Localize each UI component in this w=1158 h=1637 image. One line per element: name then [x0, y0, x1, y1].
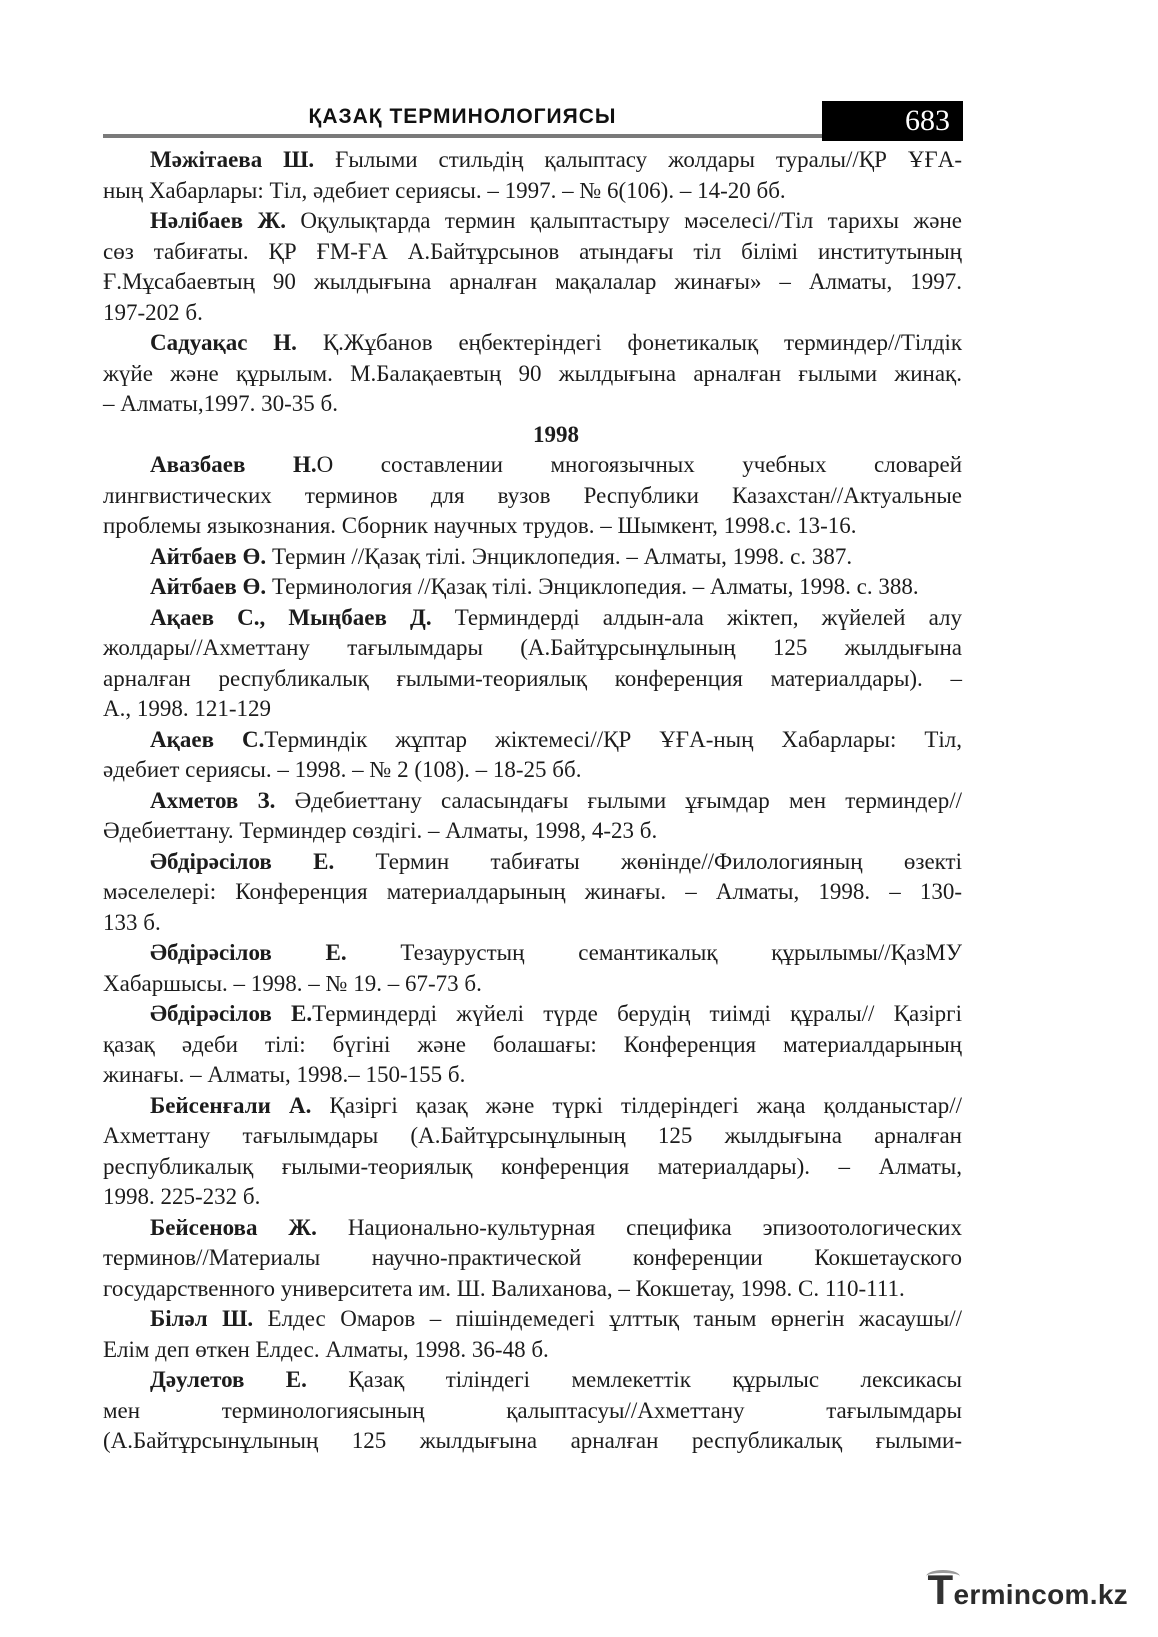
bibliography-entry [103, 206, 962, 328]
entry-author: Біләл Ш. [150, 1306, 254, 1331]
entry-line [103, 633, 962, 664]
entry-text: Терминдерді алдын-ала жіктеп, жүйелей алу [431, 604, 962, 630]
entry-first-line [103, 725, 962, 756]
entry-line [103, 1182, 962, 1213]
entry-text: Оқулықтарда термин қалыптастыру мәселесі//Тіл тарихы және [285, 208, 962, 233]
entry-text: – Алматы,1997. 30-35 б. [103, 391, 338, 416]
bibliography-entry [103, 603, 962, 725]
bibliography-list [103, 145, 962, 1457]
entry-first-line [103, 999, 962, 1030]
entry-text: ның Хабарлары: Тіл, әдебиет сериясы. – 1997. – № 6(106). – 14-20 бб. [103, 177, 786, 203]
entry-author: Айтбаев Ө. [150, 574, 267, 599]
entry-first-line [103, 847, 962, 878]
entry-text: Хабаршысы. – 1998. – № 19. – 67-73 б. [103, 970, 482, 996]
entry-author: Мәжітаева Ш. [150, 147, 315, 172]
entry-text: О составлении многоязычных учебных словарей [316, 452, 963, 477]
entry-line [103, 664, 962, 695]
year-heading: 1998 [533, 421, 579, 447]
entry-line [103, 1274, 962, 1305]
entry-text: Термин табиғаты жөнінде//Филологияның өзекті [334, 848, 962, 874]
bibliography-entry [103, 725, 962, 786]
entry-text: жолдары//Ахметтану тағылымдары (А.Байтұрсынұлының 125 жылдығына [103, 635, 962, 660]
page-number-box [822, 101, 963, 141]
bibliography-entry [103, 572, 962, 603]
bibliography-entry [103, 145, 962, 206]
entry-text: терминов//Материалы научно-практической конференции Кокшетауского [103, 1245, 962, 1270]
entry-line [103, 908, 962, 939]
logo-text: Termincom.kz [927, 1566, 1128, 1613]
entry-text: Елдес Омаров – пішіндемедегі ұлттық таным өрнегін жасаушы// [253, 1306, 962, 1331]
entry-text: А., 1998. 121-129 [103, 696, 272, 721]
entry-text: Әдебиеттану саласындағы ғылыми ұғымдар мен терминдер// [275, 787, 962, 813]
entry-text: Национально-культурная специфика эпизоотологических [316, 1214, 962, 1240]
logo-swoosh-icon [926, 1570, 960, 1583]
entry-text: Терминдік жұптар жіктемесі//ҚР ҰҒА-ның Хабарлары: Тіл, [264, 726, 962, 752]
entry-author: Бейсенова Ж. [150, 1214, 317, 1240]
entry-text: Ғ.Мұсабаевтың 90 жылдығына арналған мақалалар жинағы» – Алматы, 1997. [103, 269, 962, 294]
page-number: 683 [905, 104, 950, 137]
entry-text: Әдебиеттану. Терминдер сөздігі. – Алматы, 1998, 4-23 б. [103, 818, 658, 843]
entry-text: 197-202 б. [103, 299, 203, 325]
entry-line [103, 1121, 962, 1152]
entry-line [103, 1060, 962, 1091]
entry-first-line [103, 786, 962, 817]
entry-text: Тезаурустың семантикалық құрылымы//ҚазМУ [346, 940, 962, 965]
entry-text: 1998. 225-232 б. [103, 1184, 261, 1209]
entry-first-line [103, 572, 962, 603]
entry-text: қазақ әдеби тілі: бүгіні және болашағы: Конференция материалдарының [103, 1031, 962, 1057]
bibliography-entry [103, 847, 962, 939]
entry-line [103, 389, 962, 420]
entry-author: Садуақас Н. [150, 330, 297, 355]
entry-first-line [103, 1304, 962, 1335]
entry-line [103, 969, 962, 1000]
entry-text: арналған республикалық ғылыми-теориялық конференция материалдары). – [103, 665, 962, 691]
entry-line [103, 237, 962, 268]
entry-text: Елім деп өткен Елдес. Алматы, 1998. 36-48 б. [103, 1336, 549, 1362]
bibliography-entry [103, 450, 962, 542]
entry-line [103, 1030, 962, 1061]
entry-text: Термин //Қазақ тілі. Энциклопедия. – Алматы, 1998. с. 387. [266, 543, 853, 569]
entry-text: Ғылыми стильдің қалыптасу жолдары туралы//ҚР ҰҒА- [314, 147, 962, 172]
entry-first-line [103, 603, 962, 634]
bibliography-entry [103, 1304, 962, 1365]
entry-text: Қ.Жұбанов еңбектеріндегі фонетикалық терминдер//Тілдік [296, 330, 963, 355]
entry-line [103, 176, 962, 207]
entry-line [103, 298, 962, 329]
entry-author: Әбдірәсілов Е. [150, 848, 335, 874]
entry-line [103, 1243, 962, 1274]
entry-text: жинағы. – Алматы, 1998.– 150-155 б. [103, 1062, 466, 1087]
entry-text: Қазақ тіліндегі мемлекеттік құрылыс лексикасы [306, 1367, 962, 1392]
entry-text: Терминдерді жүйелі түрде берудің тиімді құралы// Қазіргі [312, 1001, 963, 1026]
entry-line [103, 1335, 962, 1366]
entry-author: Әбдірәсілов Е. [150, 1001, 313, 1026]
entry-author: Ақаев С. [150, 726, 265, 752]
header-rule [103, 134, 822, 138]
entry-author: Ақаев С., Мыңбаев Д. [150, 604, 432, 630]
entry-text: Қазіргі қазақ және түркі тілдеріндегі жаңа қолданыстар// [311, 1092, 962, 1118]
entry-author: Әбдірәсілов Е. [150, 940, 347, 965]
entry-line [103, 267, 962, 298]
entry-text: мен терминологиясының қалыптасуы//Ахметтану тағылымдары [103, 1397, 962, 1423]
entry-author: Ахметов З. [150, 787, 276, 813]
entry-first-line [103, 1213, 962, 1244]
entry-author: Авазбаев Н. [150, 452, 317, 477]
entry-text: мәселелері: Конференция материалдарының жинағы. – Алматы, 1998. – 130- [103, 879, 962, 904]
running-header-title: ҚАЗАҚ ТЕРМИНОЛОГИЯСЫ [308, 105, 617, 128]
entry-first-line [103, 1365, 962, 1396]
entry-text: жүйе және құрылым. М.Балақаевтың 90 жылдығына арналған ғылыми жинақ. [103, 360, 962, 386]
entry-first-line [103, 542, 962, 573]
entry-text: государственного университета им. Ш. Валиханова, – Кокшетау, 1998. С. 110-111. [103, 1275, 905, 1301]
entry-line [103, 359, 962, 390]
entry-text: республикалық ғылыми-теориялық конференция материалдары). – Алматы, [103, 1153, 962, 1179]
entry-text: Ахметтану тағылымдары (А.Байтұрсынұлының 125 жылдығына арналған [103, 1123, 962, 1148]
entry-author: Бейсенғали А. [150, 1092, 312, 1118]
entry-author: Нәлібаев Ж. [150, 208, 286, 233]
entry-text: лингвистических терминов для вузов Республики Казахстан//Актуальные [103, 482, 962, 508]
entry-first-line [103, 938, 962, 969]
entry-first-line [103, 450, 962, 481]
bibliography-entry [103, 328, 962, 420]
entry-line [103, 1426, 962, 1457]
entry-text: (А.Байтұрсынұлының 125 жылдығына арналған республикалық ғылыми- [103, 1428, 962, 1453]
entry-line [103, 511, 962, 542]
entry-author: Айтбаев Ө. [150, 543, 267, 569]
entry-text: сөз табиғаты. ҚР ҒМ-ҒА А.Байтұрсынов атындағы тіл білімі институтының [103, 238, 962, 264]
entry-line [103, 816, 962, 847]
bibliography-entry [103, 938, 962, 999]
entry-text: әдебиет сериясы. – 1998. – № 2 (108). – 18-25 бб. [103, 757, 582, 782]
entry-first-line [103, 206, 962, 237]
site-logo [928, 1568, 1128, 1617]
entry-line [103, 877, 962, 908]
entry-line [103, 1152, 962, 1183]
entry-line [103, 694, 962, 725]
bibliography-entry [103, 542, 962, 573]
bibliography-entry [103, 786, 962, 847]
entry-line [103, 755, 962, 786]
entry-text: 133 б. [103, 909, 161, 935]
entry-line [103, 1396, 962, 1427]
entry-author: Дәулетов Е. [150, 1367, 307, 1392]
entry-first-line [103, 145, 962, 176]
entry-line [103, 481, 962, 512]
entry-text: Терминология //Қазақ тілі. Энциклопедия. – Алматы, 1998. с. 388. [266, 574, 919, 599]
entry-first-line [103, 328, 962, 359]
bibliography-entry [103, 999, 962, 1091]
bibliography-entry [103, 1091, 962, 1213]
entry-text: проблемы языкознания. Сборник научных трудов. – Шымкент, 1998.с. 13-16. [103, 513, 857, 538]
entry-first-line [103, 1091, 962, 1122]
bibliography-entry [103, 1365, 962, 1457]
bibliography-entry [103, 1213, 962, 1305]
